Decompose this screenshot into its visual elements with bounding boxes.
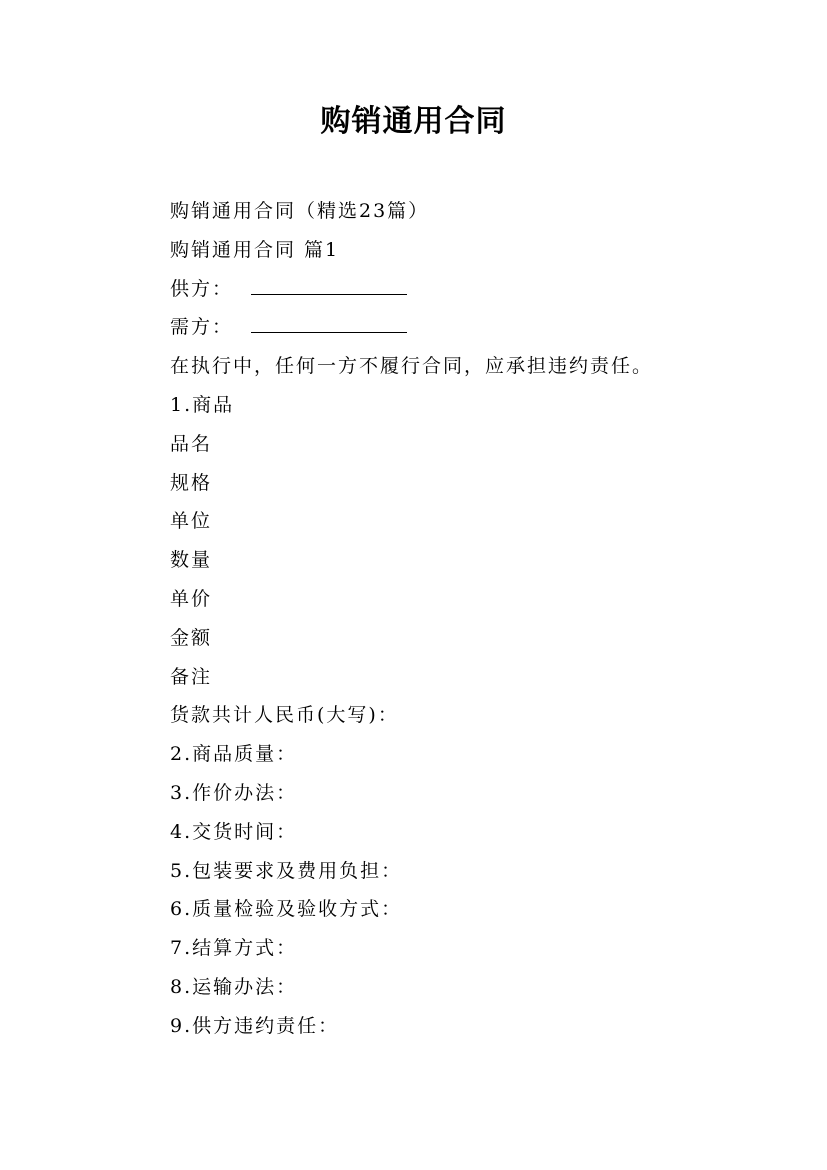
field-unit: 单位 xyxy=(170,510,213,533)
clause-7-settlement: 7.结算方式： xyxy=(170,937,298,960)
buyer-label: 需方： xyxy=(170,316,234,339)
field-product-name: 品名 xyxy=(170,432,213,455)
field-amount: 金额 xyxy=(170,626,213,649)
field-specification: 规格 xyxy=(170,471,213,494)
total-payment: 货款共计人民币(大写)： xyxy=(170,704,399,727)
clause-1-goods: 1.商品 xyxy=(170,393,235,416)
clause-4-delivery-time: 4.交货时间： xyxy=(170,820,298,843)
document-subtitle: 购销通用合同（精选23篇） xyxy=(170,200,430,222)
supplier-blank xyxy=(251,276,407,295)
field-remarks: 备注 xyxy=(170,665,213,688)
document-body xyxy=(170,192,730,1046)
supplier-line xyxy=(170,270,730,309)
clause-3-pricing: 3.作价办法： xyxy=(170,781,298,804)
supplier-label: 供方： xyxy=(170,277,234,300)
section-heading: 购销通用合同 篇1 xyxy=(170,238,340,261)
field-quantity: 数量 xyxy=(170,549,213,572)
buyer-blank xyxy=(251,314,407,333)
clause-2-quality: 2.商品质量： xyxy=(170,743,298,766)
clause-6-inspection: 6.质量检验及验收方式： xyxy=(170,898,403,921)
buyer-line xyxy=(170,308,730,347)
clause-9-supplier-liability: 9.供方违约责任： xyxy=(170,1014,340,1037)
breach-clause: 在执行中，任何一方不履行合同，应承担违约责任。 xyxy=(170,355,654,378)
field-unit-price: 单价 xyxy=(170,587,213,610)
document-title: 购销通用合同 xyxy=(320,104,507,139)
clause-5-packaging: 5.包装要求及费用负担： xyxy=(170,859,403,882)
clause-8-transport: 8.运输办法： xyxy=(170,975,298,998)
